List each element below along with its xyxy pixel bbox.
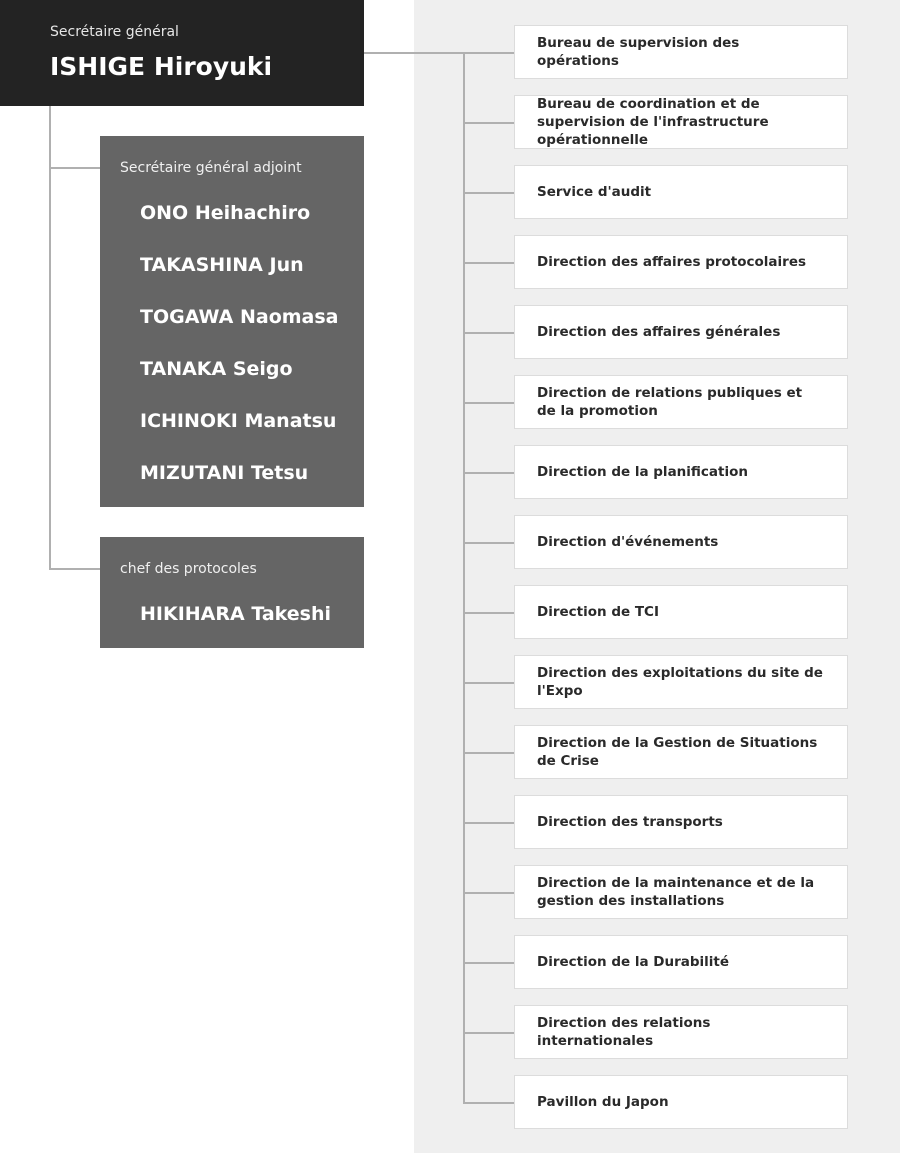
department-box [514,1005,848,1059]
connector-right-trunk [463,52,465,1104]
connector-department-branch [463,892,514,894]
deputy-name: ICHINOKI Manatsu [140,410,337,432]
secretary-general-role: Secrétaire général [50,24,179,40]
department-label: Service d'audit [537,184,652,200]
department-label: Direction des relations internationales [537,1015,711,1049]
department-box [514,305,848,359]
department-box [514,865,848,919]
deputy-name: TOGAWA Naomasa [140,306,339,328]
connector-department-branch [463,1032,514,1034]
department-label: Direction de la planification [537,464,748,480]
department-label: Direction de TCI [537,604,659,620]
department-label: Direction des exploitations du site de l'Expo [537,665,823,699]
deputy-name: TANAKA Seigo [140,358,293,380]
department-box [514,25,848,79]
connector-department-branch [463,1102,514,1104]
connector-left-trunk [49,106,51,570]
department-label: Bureau de supervision des opérations [537,35,740,69]
department-label: Bureau de coordination et de supervision de l'infrastructure opérationnelle [537,96,769,148]
connector-department-branch [463,122,514,124]
protocol-name: HIKIHARA Takeshi [140,603,332,625]
connector-deputies [49,167,100,169]
protocol-role: chef des protocoles [120,561,257,577]
department-box [514,515,848,569]
deputy-name: MIZUTANI Tetsu [140,462,309,484]
department-box [514,585,848,639]
department-label: Direction de la Durabilité [537,954,730,970]
department-label: Direction des transports [537,814,723,830]
department-box [514,165,848,219]
department-label: Direction de la Gestion de Situations de Crise [537,735,818,769]
deputy-name: ONO Heihachiro [140,202,311,224]
secretary-general-name: ISHIGE Hiroyuki [50,52,273,81]
department-box [514,235,848,289]
department-box [514,375,848,429]
department-box [514,1075,848,1129]
connector-department-branch [463,962,514,964]
department-label: Direction des affaires générales [537,324,781,340]
department-box [514,445,848,499]
department-label: Direction de la maintenance et de la gestion des installations [537,875,815,909]
department-box [514,95,848,149]
connector-department-branch [463,472,514,474]
connector-sg-to-trunk [364,52,514,54]
connector-department-branch [463,332,514,334]
connector-protocol [49,568,100,570]
connector-department-branch [463,262,514,264]
department-label: Direction des affaires protocolaires [537,254,807,270]
department-label: Direction d'événements [537,534,719,550]
connector-department-branch [463,612,514,614]
secretary-general-box [0,0,364,106]
connector-department-branch [463,192,514,194]
connector-department-branch [463,542,514,544]
department-box [514,655,848,709]
department-label: Pavillon du Japon [537,1094,669,1110]
connector-department-branch [463,682,514,684]
connector-department-branch [463,402,514,404]
department-box [514,725,848,779]
connector-department-branch [463,822,514,824]
connector-department-branch [463,752,514,754]
deputies-box [100,136,364,507]
protocol-box [100,537,364,648]
department-box [514,795,848,849]
deputies-role: Secrétaire général adjoint [120,160,302,176]
department-box [514,935,848,989]
department-label: Direction de relations publiques et de la promotion [537,385,803,419]
deputy-name: TAKASHINA Jun [140,254,304,276]
